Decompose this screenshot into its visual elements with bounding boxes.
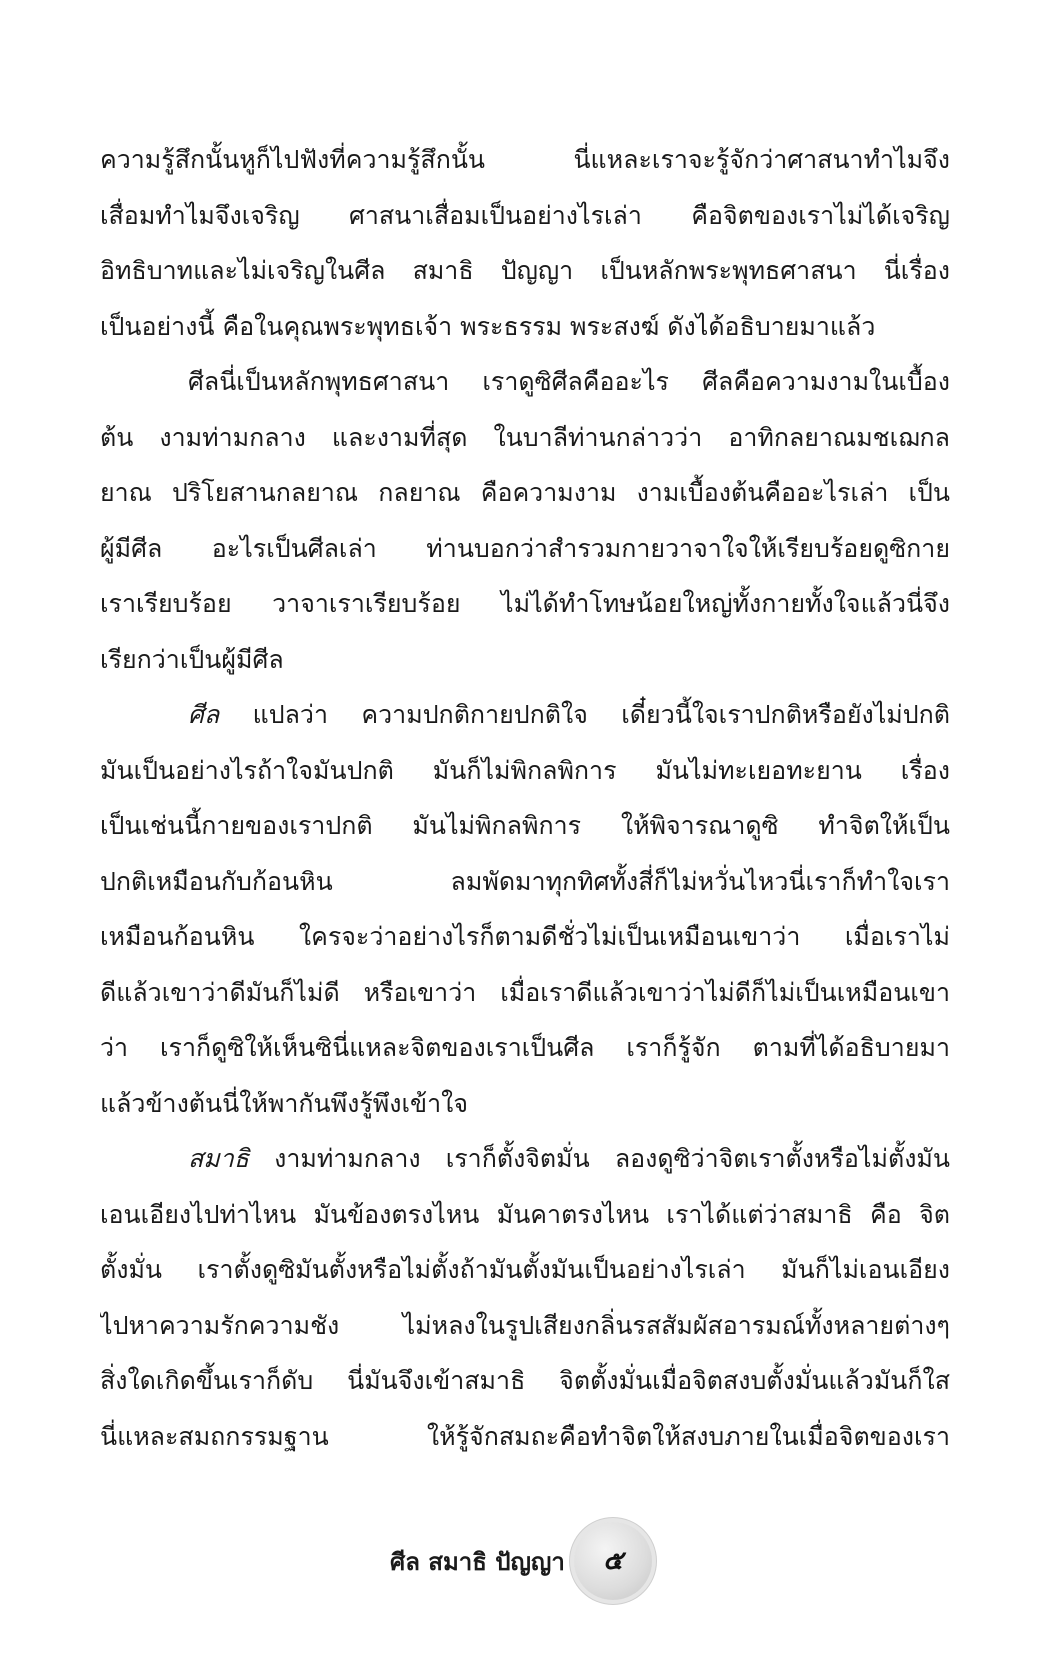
footer-book-title: ศีล สมาธิ ปัญญา [390,1548,565,1576]
text-line-1: ความรู้สึกนั้นหูก็ไปฟังที่ความรู้สึกนั้น นี่แหละเราจะรู้จักว่าศาสนาทำไมจึง [100,145,950,174]
page-body [100,132,950,1464]
text-line-16: ดีแล้วเขาว่าดีมันก็ไม่ดี หรือเขาว่า เมื่อเราดีแล้วเขาว่าไม่ดีก็ไม่เป็นเหมือนเขา [100,977,950,1007]
text-line-15: เหมือนก้อนหิน ใครจะว่าอย่างไรก็ตามดีชั่วไม่เป็นเหมือนเขาว่า เมื่อเราไม่ [100,922,950,951]
text-line-5: ศีลนี่เป็นหลักพุทธศาสนา เราดูซิศีลคืออะไร ศีลคือความงามในเบื้อง [188,367,950,396]
text-line-2: เสื่อมทำไมจึงเจริญ ศาสนาเสื่อมเป็นอย่างไรเล่า คือจิตของเราไม่ได้เจริญ [100,200,950,230]
text-line-20: เอนเอียงไปท่าไหน มันข้องตรงไหน มันคาตรงไหน เราได้แต่ว่าสมาธิ คือ จิต [100,1199,950,1229]
term-sila: ศีล [188,700,220,729]
text-line-11-body: แปลว่า ความปกติกายปกติใจ เดี๋ยวนี้ใจเราปกติหรือยังไม่ปกติ [252,700,950,729]
page-number: ๕ [603,1546,623,1576]
text-line-19 [100,1131,950,1187]
text-line-7: ยาณ ปริโยสานกลยาณ กลยาณ คือความงาม งามเบื้องต้นคืออะไรเล่า เป็น [100,478,950,507]
text-line-23: สิ่งใดเกิดขึ้นเราก็ดับ นี่มันจึงเข้าสมาธิ จิตตั้งมั่นเมื่อจิตสงบตั้งมั่นแล้วมันก็ใส [100,1366,950,1395]
text-line-18: แล้วข้างต้นนี่ให้พากันพึงรู้พึงเข้าใจ [100,1088,468,1118]
text-line-4: เป็นอย่างนี้ คือในคุณพระพุทธเจ้า พระธรรม พระสงฆ์ ดังได้อธิบายมาแล้ว [100,311,876,341]
text-line-6: ต้น งามท่ามกลาง และงามที่สุด ในบาลีท่านกล่าวว่า อาทิกลยาณมชเฌกล [100,422,950,452]
page-footer [0,1512,1053,1612]
text-line-14: ปกติเหมือนกับก้อนหิน ลมพัดมาทุกทิศทั้งสี่ก็ไม่หวั่นไหวนี่เราก็ทำใจเรา [100,866,950,896]
term-samadhi: สมาธิ [188,1144,250,1173]
text-line-11 [100,687,950,743]
text-line-8: ผู้มีศีล อะไรเป็นศีลเล่า ท่านบอกว่าสำรวมกายวาจาใจให้เรียบร้อยดูซิกาย [100,533,950,563]
text-line-17: ว่า เราก็ดูซิให้เห็นซินี่แหละจิตของเราเป็นศีล เราก็รู้จัก ตามที่ได้อธิบายมา [100,1033,950,1062]
text-line-10: เรียกว่าเป็นผู้มีศีล [100,644,284,674]
text-line-19-body: งามท่ามกลาง เราก็ตั้งจิตมั่น ลองดูซิว่าจิตเราตั้งหรือไม่ตั้งมัน [274,1144,950,1173]
text-line-9: เราเรียบร้อย วาจาเราเรียบร้อย ไม่ได้ทำโทษน้อยใหญ่ทั้งกายทั้งใจแล้วนี่จึง [100,589,950,618]
text-line-21: ตั้งมั่น เราตั้งดูซิมันตั้งหรือไม่ตั้งถ้ามันตั้งมันเป็นอย่างไรเล่า มันก็ไม่เอนเอียง [100,1255,950,1284]
text-line-24: นี่แหละสมถกรรมฐาน ให้รู้จักสมถะคือทำจิตให้สงบภายในเมื่อจิตของเรา [100,1421,950,1451]
page-number-badge [574,1522,652,1600]
text-line-13: เป็นเช่นนี้กายของเราปกติ มันไม่พิกลพิการ ให้พิจารณาดูซิ ทำจิตให้เป็น [100,811,950,840]
text-line-3: อิทธิบาทและไม่เจริญในศีล สมาธิ ปัญญา เป็นหลักพระพุทธศาสนา นี่เรื่อง [100,256,950,285]
text-line-22: ไปหาความรักความชัง ไม่หลงในรูปเสียงกลิ่นรสสัมผัสอารมณ์ทั้งหลายต่างๆ [100,1310,950,1340]
text-line-12: มันเป็นอย่างไรถ้าใจมันปกติ มันก็ไม่พิกลพิการ มันไม่ทะเยอทะยาน เรื่อง [100,755,950,785]
